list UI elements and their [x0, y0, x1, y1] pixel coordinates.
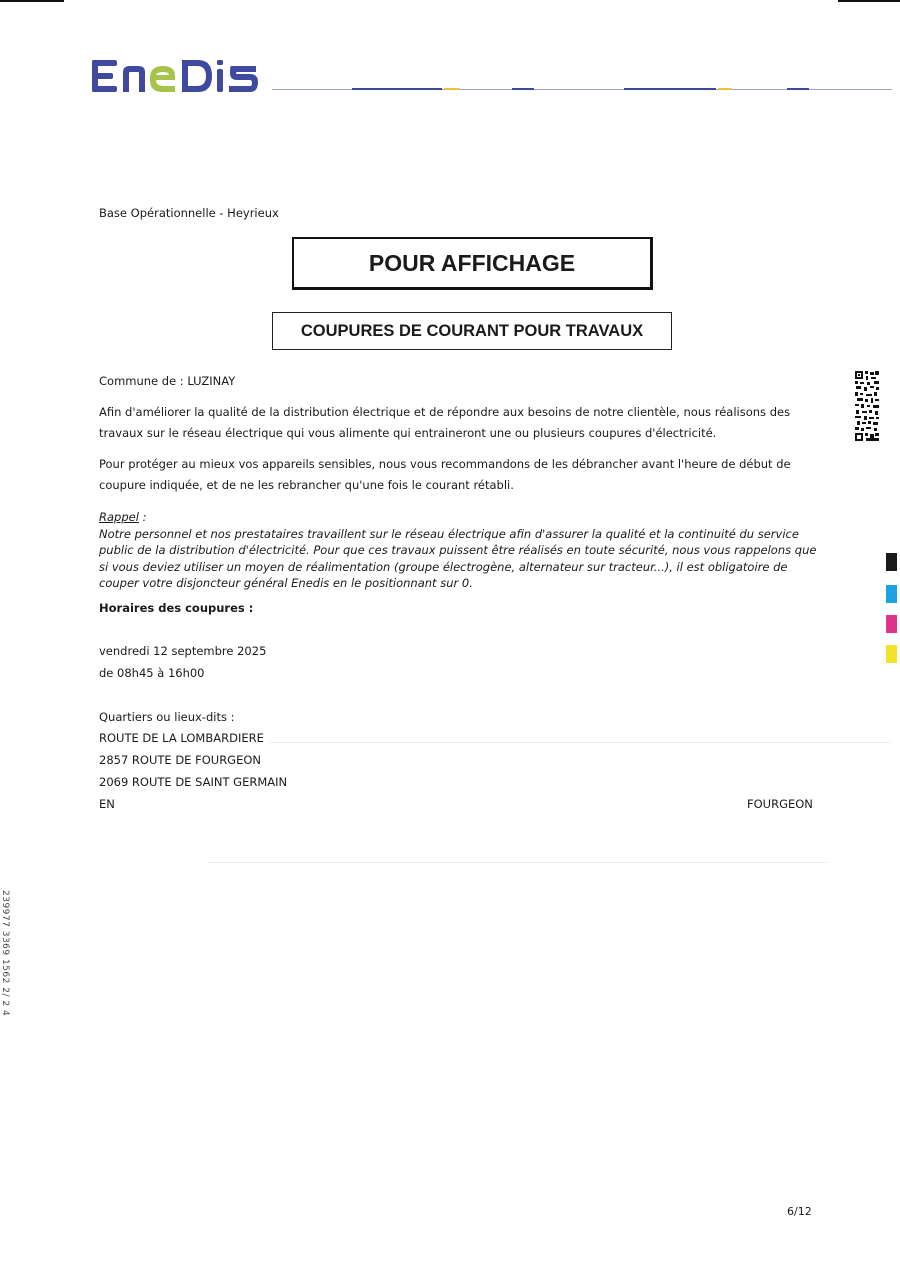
crop-mark-left [0, 0, 64, 2]
side-reference-code: 239977 3369 1562 2/ 2 4 [0, 890, 10, 1017]
title-pour-affichage [292, 237, 653, 290]
title-coupures [272, 312, 672, 350]
location-item: ROUTE DE LA LOMBARDIERE [99, 731, 264, 745]
location-item: EN [99, 797, 115, 811]
enedis-logo [90, 52, 265, 98]
rappel-text: Notre personnel et nos prestataires travaillent sur le réseau électrique afin d'assurer la qualité et la continuité du service public de la distribution d'électricité. Pour que ces travaux puissent être réalisés en toute sécurité, nous vous rappelons que si vous deviez utiliser un moyen de réalimentation (groupe électrogène, alternateur sur tracteur...), il est obligatoire de couper votre disjoncteur général Enedis en le positionnant sur 0. [99, 526, 817, 590]
header-rule [272, 88, 892, 91]
scan-line [208, 862, 828, 863]
horaires-title: Horaires des coupures : [99, 601, 254, 615]
outage-date: vendredi 12 septembre 2025 [99, 644, 267, 658]
print-swatch-yellow [886, 645, 897, 663]
outage-hours: de 08h45 à 16h00 [99, 666, 205, 680]
paragraph-protect: Pour protéger au mieux vos appareils sensibles, nous vous recommandons de les débrancher avant l'heure de début de coupure indiquée, et de ne les rebrancher qu'une fois le courant rétabli. [99, 457, 791, 492]
title-main-text: POUR AFFICHAGE [368, 249, 576, 276]
title-sub-text: COUPURES DE COURANT POUR TRAVAUX [300, 321, 644, 340]
print-swatch-cyan [886, 585, 897, 603]
rappel-block: Rappel : Notre personnel et nos prestataires travaillent sur le réseau électrique afin d'assurer la qualité et la continuité du service public de la distribution d'électricité. Pour que ces travaux puissent être réalisés en toute sécurité, nous vous rappelons que si vous deviez utiliser un moyen de réalimentation (groupe électrogène, alternateur sur tracteur...), il est obligatoire de couper votre disjoncteur général Enedis en le positionnant sur 0. [99, 509, 821, 592]
quartiers-title: Quartiers ou lieux-dits : [99, 710, 235, 724]
qr-code-icon [855, 371, 879, 441]
print-swatch-black [886, 553, 897, 571]
print-swatch-magenta [886, 615, 897, 633]
commune: Commune de : LUZINAY [99, 374, 236, 388]
location-item: 2069 ROUTE DE SAINT GERMAIN [99, 775, 288, 789]
crop-mark-right [838, 0, 900, 2]
paragraph-intro: Afin d'améliorer la qualité de la distribution électrique et de répondre aux besoins de notre clientèle, nous réalisons des travaux sur le réseau électrique qui vous alimente qui entraineront une ou plusieurs coupures d'électricité. [99, 405, 791, 440]
scan-line [270, 742, 890, 743]
page-number: 6/12 [787, 1205, 812, 1218]
location-item-right: FOURGEON [747, 797, 813, 811]
location-item: 2857 ROUTE DE FOURGEON [99, 753, 262, 767]
base-operationnelle: Base Opérationnelle - Heyrieux [99, 206, 279, 220]
rappel-title: Rappel [99, 510, 139, 524]
